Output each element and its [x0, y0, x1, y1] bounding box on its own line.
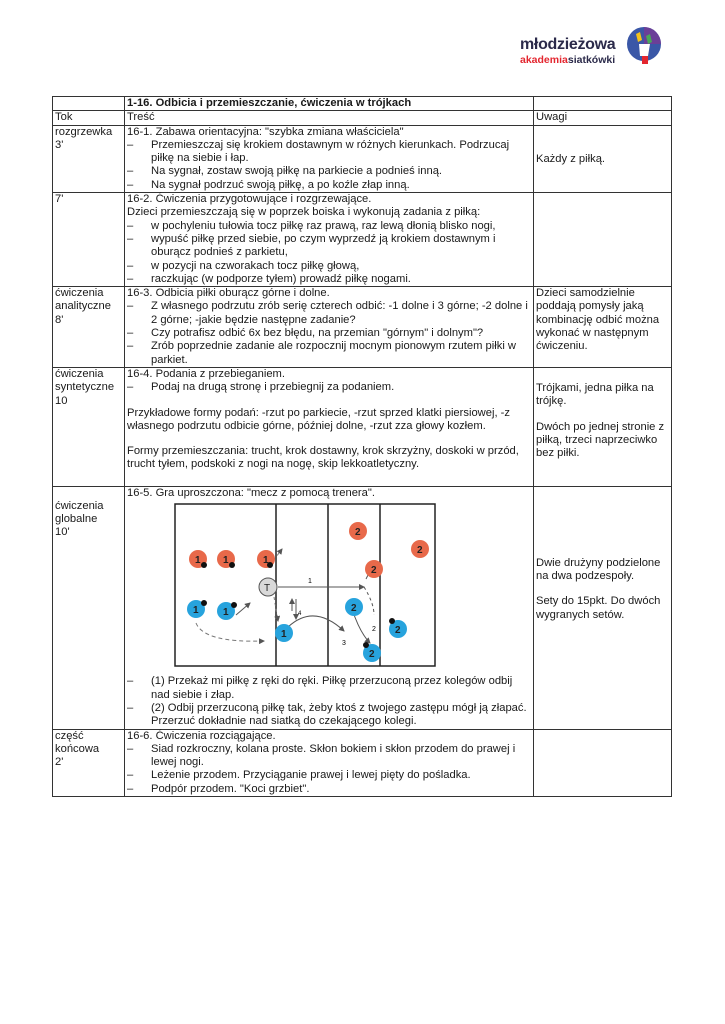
list-item: – (1) Przekaż mi piłkę z ręki do ręki. Piłkę przerzuconą przez kolegów odbij nad siebie i złap. [127, 675, 531, 702]
notes-text: Dzieci samodzielnie poddają pomysły jaką kombinację odbić można wykonać w następnym ćwiczeniu. [536, 287, 660, 353]
phase-label: ćwiczenia [55, 499, 104, 512]
lesson-table [52, 96, 672, 797]
phase-label: globalne [55, 513, 98, 526]
svg-text:T: T [264, 583, 271, 595]
title-row [53, 97, 672, 111]
phase-label: analityczne [55, 300, 111, 313]
player-right-orange [349, 522, 367, 540]
exercise-list [127, 220, 531, 286]
content-cell [125, 125, 534, 192]
svg-text:2: 2 [351, 603, 357, 615]
lesson-title: 1-16. Odbicia i przemieszczanie, ćwiczenia w trójkach [125, 97, 534, 111]
svg-text:1: 1 [195, 555, 201, 567]
exercise-list [127, 300, 531, 366]
trainer-marker [259, 578, 277, 596]
list-item: – Siad rozkroczny, kolana proste. Skłon bokiem i skłon przodem do prawej i lewej nogi. [127, 743, 531, 770]
table-row [53, 193, 672, 287]
list-item: – Na sygnał, zostaw swoją piłkę na parkiecie a podnieś inną. [127, 165, 531, 178]
phase-cell [53, 287, 125, 368]
exercise-intro: Dzieci przemieszczają się w poprzek boiska i wykonują zadania z piłką: [127, 206, 481, 219]
notes-cell [534, 729, 672, 796]
svg-text:1: 1 [281, 629, 287, 641]
phase-cell [53, 125, 125, 192]
phase-time: 7' [55, 193, 64, 206]
notes-text: Dwóch po jednej stronie z piłką, trzeci naprzeciwko bez piłki. [536, 420, 665, 460]
exercise-heading: 16-2. Ćwiczenia przygotowujące i rozgrzewające. [127, 193, 372, 206]
notes-cell [534, 125, 672, 192]
list-item: – Z własnego podrzutu zrób serię czterech odbić: -1 dolne i 3 górne; -2 dolne i 2 górne; -jakie będzie następne zadanie? [127, 300, 531, 327]
phase-label: rozgrzewka [55, 125, 113, 138]
notes-text: Dwie drużyny podzielone na dwa podzespoły. [536, 556, 661, 583]
phase-label: ćwiczenia [55, 367, 104, 380]
path-arrow [364, 587, 374, 615]
path-arrow [236, 603, 250, 615]
notes-cell [534, 193, 672, 287]
player-right-orange [411, 540, 429, 558]
exercise-list [127, 139, 531, 192]
player-right-blue [389, 618, 407, 638]
path-arrow [196, 623, 264, 641]
list-item: – Przemieszczaj się krokiem dostawnym w różnych kierunkach. Podrzucaj piłkę na siebie i łap. [127, 139, 531, 166]
court-outline [175, 504, 435, 666]
notes-cell [534, 367, 672, 486]
player-team2 [187, 600, 207, 618]
table-row [53, 125, 672, 192]
list-item: – Zrób poprzednie zadanie ale rozpocznij mocnym pionowym rzutem piłki w parkiet. [127, 340, 531, 367]
svg-text:1: 1 [193, 605, 199, 617]
list-item: – Czy potrafisz odbić 6x bez błędu, na przemian "górnym" i dolnym"? [127, 327, 531, 340]
player-team1 [257, 550, 275, 568]
table-row [53, 486, 672, 729]
header-row [53, 111, 672, 125]
phase-label: syntetyczne [55, 381, 115, 394]
path-label-2: 2 [372, 626, 376, 634]
phase-cell [53, 486, 125, 729]
exercise-list [127, 743, 531, 796]
exercise-heading: 16-5. Gra uproszczona: "mecz z pomocą trenera". [127, 486, 375, 499]
table-row [53, 729, 672, 796]
phase-cell [53, 193, 125, 287]
list-item: – Podaj na drugą stronę i przebiegnij za podaniem. [127, 381, 531, 394]
list-item: – Podpór przodem. "Koci grzbiet". [127, 783, 531, 796]
path-label-1: 1 [308, 578, 312, 586]
logo-siatkowki: siatkówki [567, 54, 616, 66]
exercise-heading: 16-4. Podania z przebieganiem. [127, 367, 285, 380]
exercise-heading: 16-6. Ćwiczenia rozciągające. [127, 729, 276, 742]
court-diagram [174, 503, 436, 667]
content-cell [125, 287, 534, 368]
svg-text:2: 2 [395, 625, 401, 637]
path-label-3: 3 [342, 640, 346, 648]
player-team2 [217, 602, 237, 620]
player-team1 [217, 550, 235, 568]
svg-text:1: 1 [223, 555, 229, 567]
notes-cell [534, 486, 672, 729]
list-item: – wypuść piłkę przed siebie, po czym wyprzedź ją krokiem dostawnym i oburącz podnieś z parkietu, [127, 233, 531, 260]
title-empty-cell [53, 97, 125, 111]
logo-line2 [520, 54, 615, 66]
player-right-blue [345, 598, 363, 616]
phase-time: 3' [55, 138, 64, 151]
svg-text:1: 1 [263, 555, 269, 567]
content-cell [125, 193, 534, 287]
table-row [53, 367, 672, 486]
player-team1 [189, 550, 207, 568]
exercise-list [127, 675, 531, 728]
notes-text: Trójkami, jedna piłka na trójkę. [536, 381, 654, 408]
phase-time: 10 [55, 394, 68, 407]
phase-label: część [55, 729, 84, 742]
phase-label: ćwiczenia [55, 287, 104, 300]
svg-text:2: 2 [369, 649, 375, 661]
list-item: – (2) Odbij przerzuconą piłkę tak, żeby ktoś z twojego zastępu mógł ją złapać. Przerzuć dokładnie nad siatką do czekającego kolegi. [127, 702, 531, 729]
logo-line1: młodzieżowa [520, 36, 616, 53]
exercise-heading: 16-3. Odbicia piłki oburącz górne i dolne. [127, 287, 330, 300]
svg-text:2: 2 [417, 545, 423, 557]
phase-time: 8' [55, 313, 64, 326]
path-label-4: 4 [298, 611, 302, 618]
phase-time: 2' [55, 756, 64, 769]
svg-text:2: 2 [355, 527, 361, 539]
exercise-heading: 16-1. Zabawa orientacyjna: "szybka zmiana właściciela" [127, 125, 404, 138]
logo [520, 26, 665, 72]
phase-cell [53, 729, 125, 796]
list-item: – w pozycji na czworakach tocz piłkę głową, [127, 260, 531, 273]
notes-text: Sety do 15pkt. Do dwóch wygranych setów. [536, 595, 661, 621]
list-item: – Na sygnał podrzuć swoją piłkę, a po koźle złap inną. [127, 179, 531, 192]
exercise-list [127, 381, 531, 394]
list-item: – raczkując (w podporze tyłem) prowadź piłkę nogami. [127, 273, 531, 286]
movement-forms-text: Formy przemieszczania: trucht, krok dostawny, krok skrzyżny, doskoki w przód, trucht tyłem, podskoki z nogi na nogę, skip lekkoatletyczny. [127, 445, 519, 471]
player-team2 [275, 624, 293, 642]
header-tresc: Treść [125, 111, 534, 125]
table-row [53, 287, 672, 368]
content-cell [125, 367, 534, 486]
logo-mark-icon [626, 26, 664, 66]
phase-label: końcowa [55, 742, 100, 755]
logo-akademia: akademia [520, 54, 568, 66]
pass-forms-text: Przykładowe formy podań: -rzut po parkiecie, -rzut sprzed klatki piersiowej, -z własnego podrzutu odbicie górne, później dolne, -rzut zza głowy kozłem. [127, 406, 511, 432]
player-right-blue [363, 642, 381, 662]
content-cell [125, 729, 534, 796]
player-right-orange [365, 560, 383, 578]
svg-text:2: 2 [371, 565, 377, 577]
notes-text: Każdy z piłką. [536, 152, 606, 165]
header-uwagi: Uwagi [534, 111, 672, 125]
list-item: – w pochyleniu tułowia tocz piłkę raz prawą, raz lewą dłonią blisko nogi, [127, 220, 531, 233]
notes-cell [534, 287, 672, 368]
content-cell [125, 486, 534, 729]
svg-text:1: 1 [223, 607, 229, 619]
title-notes-cell [534, 97, 672, 111]
header-tok: Tok [53, 111, 125, 125]
phase-time: 10' [55, 526, 70, 539]
phase-cell [53, 367, 125, 486]
list-item: – Leżenie przodem. Przyciąganie prawej i lewej pięty do pośladka. [127, 769, 531, 782]
